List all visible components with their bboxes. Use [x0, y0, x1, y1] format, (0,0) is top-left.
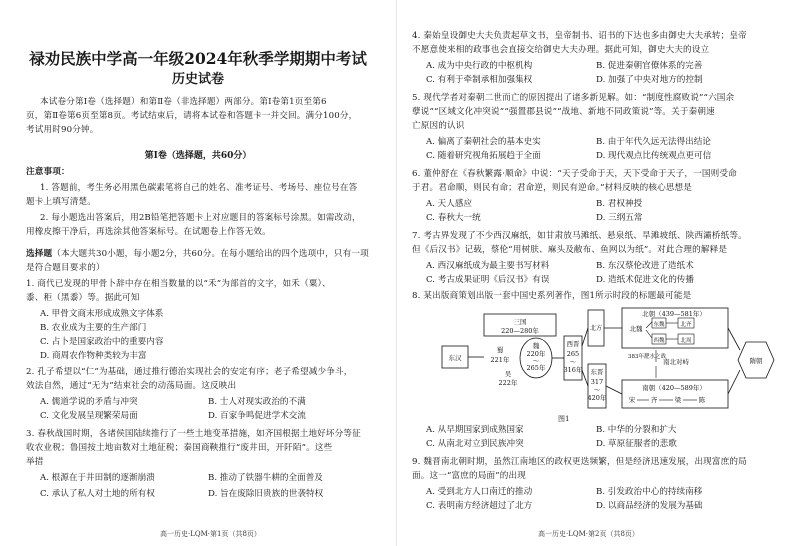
north-south-confrontation: 南北对峙: [663, 358, 689, 366]
choice-intro: [26, 248, 369, 260]
wei-years: 265年: [526, 364, 546, 372]
choice-intro-text: （本大题共30小题，每小题2分，共60分。在每小题给出的四个选项中，只有一项: [52, 249, 369, 259]
q1-option-a[interactable]: A. 甲骨文商末形成成熟文字体系: [40, 309, 164, 319]
history-timeline-diagram: [440, 306, 776, 414]
wu-years: 222年: [498, 379, 518, 387]
north-qi-label: 北齐: [680, 322, 692, 328]
north-dynasties-label: 北朝（439—581年）: [642, 310, 706, 318]
notice-heading: 注意事项：: [26, 167, 70, 177]
question-6-stem: 于君。君命顺，则民有命；君命逆，则民有逆命。”材料反映的核心思想是: [412, 183, 693, 193]
east-han-label: 东汉: [448, 354, 462, 362]
three-kingdoms-label: 三国: [513, 318, 527, 326]
north-wei-label: 北魏: [629, 325, 643, 333]
west-jin-years: 316年: [563, 366, 583, 374]
question-3-stem: 3. 春秋战国时期，各诸侯国陆续推行了一些土地变革措施，如齐国根据土地好坏分等征: [26, 429, 361, 439]
west-jin-years: ～: [569, 358, 577, 366]
q6-option-c[interactable]: C. 春秋大一统: [426, 213, 481, 223]
page-footer: 高一历史·LQM·第1页（共8页）: [160, 530, 261, 538]
q2-option-b[interactable]: B. 士人对现实政治的不满: [208, 397, 306, 407]
question-5-stem: 孽说”“区域文化冲突说”“强置郡县说”“战地、新地不同政策说”等。关于秦朝速: [412, 107, 715, 117]
question-6-stem: 6. 董仲舒在《春秋繁露·顺命》中说：“天子受命于天，天下受命于天子，一国则受命: [412, 169, 737, 179]
q1-option-b[interactable]: B. 农业成为主要的生产部门: [40, 323, 147, 333]
q7-option-b[interactable]: B. 东汉蔡伦改进了造纸术: [596, 261, 694, 271]
page-footer: 高一历史·LQM·第2页（共8页）: [538, 530, 639, 538]
q8-option-b[interactable]: B. 中华的分裂和扩大: [596, 425, 677, 435]
south-dynasties-label: 南朝（420—589年）: [642, 384, 706, 392]
east-wei-label: 东魏: [653, 322, 665, 328]
east-jin-label: 东晋: [590, 368, 604, 376]
choice-label: 选择题: [26, 249, 53, 259]
q6-option-a[interactable]: A. 天人感应: [426, 199, 473, 209]
question-2-stem: 效法自然，通过“无为”结束社会的动荡局面。这反映出: [26, 381, 237, 391]
q5-option-b[interactable]: B. 由于年代久远无法得出结论: [596, 137, 711, 147]
sui-label: 隋朝: [749, 357, 763, 365]
question-7-stem: 7. 考古界发现了不少西汉麻纸，如甘肃放马滩纸、悬泉纸、旱滩坡纸、陕西灞桥纸等。: [412, 231, 747, 241]
three-kingdoms-years: 220—280年: [501, 327, 539, 335]
page-2: [398, 0, 794, 546]
intro-line: 页，第Ⅱ卷第6页至第8页。考试结束后，请将本试卷和答题卡一并交回。满分100分，: [26, 111, 358, 121]
shu-years: 221年: [490, 356, 510, 364]
west-jin-label: 西晋: [566, 340, 580, 348]
question-9-stem: 9. 魏晋南北朝时期，虽然江南地区的政权更迭频繁，但是经济迅速发展，出现富庶的局: [412, 457, 747, 467]
q5-option-c[interactable]: C. 随着研究视角拓展趋于全面: [426, 151, 541, 161]
question-5-stem: 5. 现代学者对秦朝二世而亡的原因提出了诸多新见解。如：“制度性腐败说”“六国余: [412, 93, 735, 103]
notice-line: 用橡皮擦干净后，再选涂其他答案标号。在试题卷上作答无效。: [26, 227, 271, 237]
north-zhou-label: 北周: [680, 338, 692, 344]
west-jin-years: 265: [566, 350, 580, 358]
south-chen: 陈: [698, 396, 706, 404]
q1-option-c[interactable]: C. 占卜是国家政治中的重要内容: [40, 337, 164, 347]
question-7-stem: 但《后汉书》记载，蔡伦“用树肤、麻头及敝布、鱼网以为纸”。对此合理的解释是: [412, 245, 728, 255]
question-1-stem: 1. 商代已发现的甲骨卜辞中存在相当数量的以“禾”为部首的文字，如禾（粟）、: [26, 279, 331, 289]
question-3-stem: 收农业税；鲁国按土地亩数对土地征税；秦国商鞅推行“废井田，开阡陌”。这些: [26, 443, 333, 453]
question-3-stem: 举措: [26, 457, 44, 467]
q9-option-b[interactable]: B. 引发政治中心的持续南移: [596, 487, 703, 497]
q3-option-c[interactable]: C. 承认了私人对土地的所有权: [40, 489, 155, 499]
q2-option-a[interactable]: A. 儒道学说的矛盾与冲突: [40, 397, 138, 407]
north-side-label: 北方: [589, 325, 603, 332]
south-qi: 齐: [650, 396, 658, 404]
east-jin-years: 317: [590, 378, 604, 386]
q2-option-d[interactable]: D. 百家争鸣促进学术交流: [208, 411, 306, 421]
intro-line: 考试用时90分钟。: [26, 125, 99, 135]
east-jin-years: ～: [593, 386, 601, 394]
q9-option-c[interactable]: C. 表明南方经济超过了北方: [426, 501, 533, 511]
q7-option-c[interactable]: C. 考古成果证明《后汉书》有误: [426, 275, 550, 285]
q4-option-c[interactable]: C. 有利于牵制承相加强集权: [426, 75, 533, 85]
wei-years: 220年: [526, 350, 546, 358]
q9-option-d[interactable]: D. 以商品经济的发展为基础: [596, 501, 703, 511]
south-song: 宋: [628, 396, 636, 404]
wu-label: 吴: [504, 370, 512, 378]
q3-option-d[interactable]: D. 旨在废除旧贵族的世袭特权: [208, 489, 324, 499]
q3-option-a[interactable]: A. 根源在于井田制的逐渐崩溃: [40, 473, 155, 483]
question-4-stem: 不愿意使来相的政事也会直接交给御史大夫办理。据此可知，御史大夫的设立: [412, 45, 710, 55]
q1-option-d[interactable]: D. 商周农作物种类较为丰富: [40, 351, 147, 361]
wei-years: ～: [532, 357, 540, 365]
figure-caption: 图1: [558, 415, 570, 423]
question-5-stem: 亡原因的认识: [412, 121, 465, 131]
question-4-stem: 4. 秦始皇设御史大夫负责起草文书，皇帝制书、诏书的下达也多由御史大夫承转；皇帝: [412, 31, 747, 41]
exam-subtitle: 历史试卷: [171, 72, 224, 87]
section-heading: 第Ⅰ卷（选择题，共60分）: [144, 151, 252, 161]
q8-option-c[interactable]: C. 从南北对立到民族冲突: [426, 439, 524, 449]
exam-title: 禄劝民族中学高一年级2024年秋季学期期中考试: [29, 49, 367, 68]
notice-line: 题卡上填写清楚。: [26, 197, 96, 207]
q5-option-d[interactable]: D. 现代观点比传统观点更可信: [596, 151, 712, 161]
q4-option-b[interactable]: B. 促进秦朝官僚体系的完善: [596, 61, 703, 71]
shu-label: 蜀: [496, 346, 504, 354]
page-1: [0, 0, 396, 546]
q7-option-a[interactable]: A. 西汉麻纸成为最主要书写材料: [426, 261, 550, 271]
west-wei-label: 西魏: [653, 338, 665, 344]
question-8-stem: 8. 某出版商策划出版一套中国史系列著作，图1所示时段的标题最可能是: [412, 291, 692, 301]
q8-option-d[interactable]: D. 草原征服者的悲歌: [596, 439, 677, 449]
question-9-stem: 面。这一“富庶的局面”的出现: [412, 471, 527, 481]
q4-option-d[interactable]: D. 加强了中央对地方的控制: [596, 75, 703, 85]
q5-option-a[interactable]: A. 偏离了秦朝社会的基本史实: [426, 137, 541, 147]
q6-option-b[interactable]: B. 君权神授: [596, 199, 643, 209]
choice-intro-line: 是符合题目要求的）: [26, 263, 105, 273]
question-2-stem: 2. 孔子希望以“仁”为基础，通过推行德治实现社会的安定有序；老子希望减少争斗，: [26, 367, 353, 377]
wei-label: 魏: [532, 342, 540, 350]
q6-option-d[interactable]: D. 三纲五常: [596, 213, 643, 223]
feishui-battle: 383年淝水之战: [628, 354, 666, 360]
notice-line: 2. 每小题选出答案后，用2B铅笔把答题卡上对应题目的答案标号涂黑。如需改动，: [40, 213, 361, 223]
east-jin-years: 420年: [587, 394, 607, 402]
q2-option-c[interactable]: C. 文化发展呈现繁荣局面: [40, 411, 138, 421]
page-divider: [396, 0, 397, 546]
q3-option-b[interactable]: B. 推动了铁器牛耕的全面普及: [208, 473, 323, 483]
question-1-stem: 黍、秬（黑黍）等。据此可知: [26, 293, 140, 303]
intro-line: 本试卷分第Ⅰ卷（选择题）和第Ⅱ卷（非选择题）两部分。第Ⅰ卷第1页至第6: [40, 97, 327, 107]
q4-option-a[interactable]: A. 成为中央行政的中枢机构: [426, 61, 533, 71]
q7-option-d[interactable]: D. 造纸术促进文化的传播: [596, 275, 694, 285]
q9-option-a[interactable]: A. 受到北方人口南迁的推动: [426, 487, 533, 497]
notice-line: 1. 答题前，考生务必用黑色碳素笔将自己的姓名、准考证号、考场号、座位号在答: [40, 183, 358, 193]
south-liang: 梁: [674, 396, 682, 404]
q8-option-a[interactable]: A. 从早期国家到成熟国家: [426, 425, 524, 435]
